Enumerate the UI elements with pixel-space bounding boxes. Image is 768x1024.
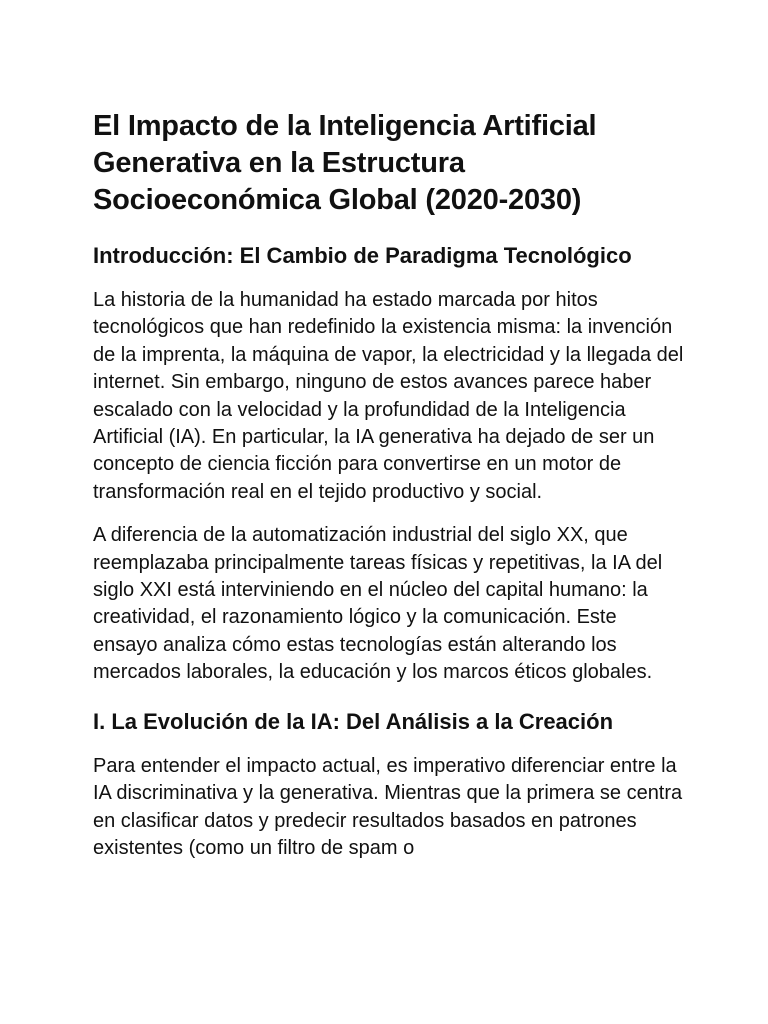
document-title: El Impacto de la Inteligencia Artificial Generativa en la Estructura Socioeconómica Global (2020-2030)	[93, 110, 597, 216]
section-heading-introduction: Introducción: El Cambio de Paradigma Tecnológico	[93, 243, 632, 268]
document-page	[93, 108, 685, 862]
paragraph: La historia de la humanidad ha estado marcada por hitos tecnológicos que han redefinido la existencia misma: la invención de la imprenta, la máquina de vapor, la electricidad y la llegada del internet. Sin embargo, ninguno de estos avances parece haber escalado con la velocidad y la profundidad de la Inteligencia Artificial (IA). En particular, la IA generativa ha dejado de ser un concepto de ciencia ficción para convertirse en un motor de transformación real en el tejido productivo y social.	[93, 289, 684, 503]
paragraph: Para entender el impacto actual, es imperativo diferenciar entre la IA discriminativa y la generativa. Mientras que la primera se centra en clasificar datos y predecir resultados basados en patrones existentes (como un filtro de spam o	[93, 754, 683, 859]
paragraph: A diferencia de la automatización industrial del siglo XX, que reemplazaba principalmente tareas físicas y repetitivas, la IA del siglo XXI está interviniendo en el núcleo del capital humano: la creatividad, el razonamiento lógico y la comunicación. Este ensayo analiza cómo estas tecnologías están alterando los mercados laborales, la educación y los marcos éticos globales.	[93, 524, 663, 684]
section-heading-evolution: I. La Evolución de la IA: Del Análisis a la Creación	[93, 708, 614, 734]
